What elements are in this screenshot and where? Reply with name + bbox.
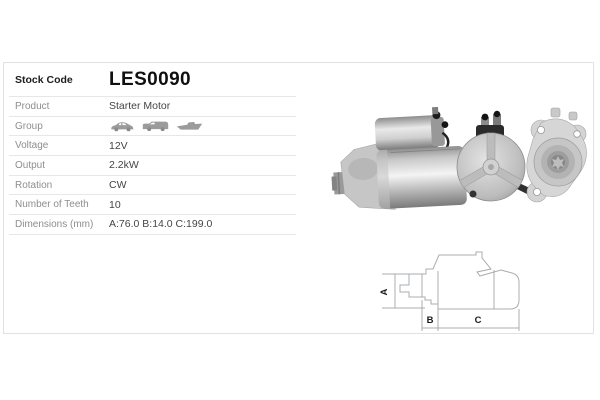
voltage-value: 12V <box>109 139 128 152</box>
product-value: Starter Motor <box>109 100 171 113</box>
stock-code-value: LES0090 <box>109 68 192 90</box>
spec-row-stock-code <box>9 63 296 97</box>
product-label: Product <box>15 100 50 112</box>
car-icon <box>109 121 135 132</box>
motor-outline <box>400 252 519 309</box>
van-icon <box>142 120 169 132</box>
group-icons <box>109 120 203 132</box>
rotation-label: Rotation <box>15 179 53 191</box>
spec-row-teeth <box>9 195 296 215</box>
spec-row-product <box>9 97 296 117</box>
dimensions-value: A:76.0 B:14.0 C:199.0 <box>109 218 213 231</box>
stock-code-label: Stock Code <box>15 73 73 86</box>
spec-row-group <box>9 117 296 137</box>
rotation-value: CW <box>109 179 127 192</box>
boat-icon <box>176 121 203 131</box>
spec-row-voltage <box>9 136 296 156</box>
output-label: Output <box>15 159 46 171</box>
voltage-label: Voltage <box>15 140 49 152</box>
dimension-a-label: A <box>379 288 390 296</box>
dimension-diagram <box>373 241 535 335</box>
teeth-value: 10 <box>109 198 121 211</box>
group-label: Group <box>15 120 43 132</box>
teeth-label: Number of Teeth <box>15 199 89 211</box>
dimension-diagram-image <box>373 241 535 335</box>
dimension-c-label: C <box>474 315 482 326</box>
spec-row-rotation <box>9 176 296 196</box>
dimension-b-label: B <box>426 315 434 326</box>
dimensions-label: Dimensions (mm) <box>15 218 94 230</box>
spec-row-output <box>9 156 296 176</box>
product-datasheet-panel <box>3 62 594 334</box>
spec-row-dimensions <box>9 215 296 235</box>
spec-table <box>9 63 296 235</box>
starter-motor-rear-photo <box>457 111 532 201</box>
starter-motor-photos-image <box>331 105 597 219</box>
starter-motor-front-photo <box>527 108 587 202</box>
starter-motor-side-photo <box>331 106 467 213</box>
output-value: 2.2kW <box>109 159 139 172</box>
product-photos <box>331 105 597 219</box>
